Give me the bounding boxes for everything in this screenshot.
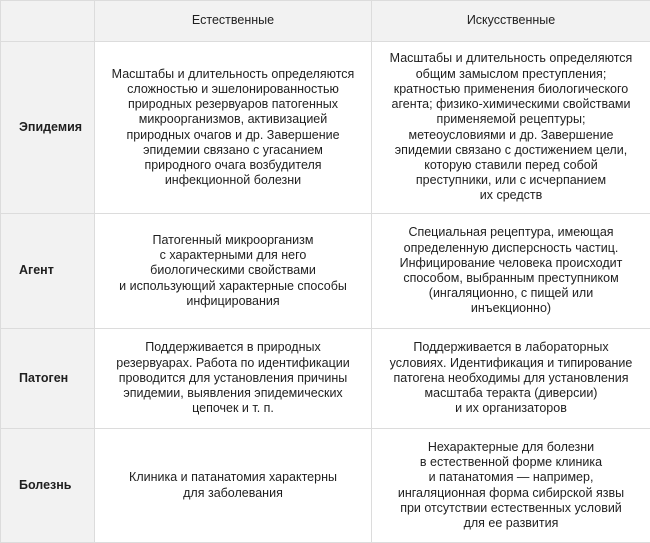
- row-label: Патоген: [1, 329, 95, 429]
- cell-line: Поддерживается в природных: [145, 340, 320, 355]
- cell-line: ингаляционная форма сибирской язвы: [398, 486, 624, 501]
- cell-line: и использующий характерные способы: [119, 279, 347, 294]
- row-label: Агент: [1, 214, 95, 329]
- row-label: Эпидемия: [1, 42, 95, 214]
- table-row: [1, 429, 650, 543]
- table-row: [1, 42, 650, 214]
- cell-line: резервуарах. Работа по идентификации: [116, 356, 350, 371]
- cell-line: которую ставили перед собой: [424, 158, 597, 173]
- cell-line: способом, выбранным преступником: [403, 271, 618, 286]
- cell-line: и их организаторов: [455, 401, 567, 416]
- cell-line: микроорганизмов, активизацией: [139, 112, 328, 127]
- cell-line: метеоусловиями и др. Завершение: [408, 128, 613, 143]
- cell-line: и патанатомия — например,: [429, 470, 594, 485]
- row-label: Болезнь: [1, 429, 95, 543]
- cell-line: для ее развития: [464, 516, 559, 531]
- cell-line: Масштабы и длительность определяются: [390, 51, 633, 66]
- cell-line: определенную дисперсность частиц.: [404, 241, 619, 256]
- artificial-cell: [372, 429, 650, 543]
- artificial-cell: [372, 42, 650, 214]
- cell-line: эпидемии, выявления эпидемических: [123, 386, 342, 401]
- cell-line: природных резервуаров патогенных: [128, 97, 338, 112]
- cell-line: патогена необходимы для установления: [393, 371, 628, 386]
- natural-cell: [95, 329, 372, 429]
- cell-line: Клиника и патанатомия характерны: [129, 470, 337, 485]
- cell-line: инъекционно): [471, 301, 551, 316]
- cell-line: природных очагов и др. Завершение: [126, 128, 339, 143]
- table-row: [1, 214, 650, 329]
- natural-cell: [95, 214, 372, 329]
- cell-line: общим замыслом преступления;: [416, 67, 607, 82]
- cell-line: условиях. Идентификация и типирование: [390, 356, 633, 371]
- cell-line: сложностью и эшелонированностью: [127, 82, 339, 97]
- cell-line: Инфицирование человека происходит: [400, 256, 623, 271]
- header-row: [1, 1, 650, 42]
- natural-cell: [95, 429, 372, 543]
- cell-line: природного очага возбудителя: [144, 158, 321, 173]
- cell-line: в естественной форме клиника: [420, 455, 602, 470]
- header-artificial: Искусственные: [372, 1, 650, 42]
- header-corner: [1, 1, 95, 42]
- cell-line: проводится для установления причины: [119, 371, 348, 386]
- cell-line: при отсутствии естественных условий: [400, 501, 622, 516]
- natural-cell: [95, 42, 372, 214]
- cell-line: масштаба теракта (диверсии): [425, 386, 598, 401]
- cell-line: цепочек и т. п.: [192, 401, 274, 416]
- cell-line: для заболевания: [183, 486, 283, 501]
- cell-line: эпидемии связано с угасанием: [143, 143, 323, 158]
- artificial-cell: [372, 329, 650, 429]
- cell-line: инфекционной болезни: [165, 173, 301, 188]
- cell-line: Патогенный микроорганизм: [153, 233, 314, 248]
- cell-line: агента; физико-химическими свойствами: [392, 97, 631, 112]
- cell-line: Нехарактерные для болезни: [428, 440, 594, 455]
- cell-line: эпидемии связано с достижением цели,: [395, 143, 627, 158]
- cell-line: инфицирования: [186, 294, 279, 309]
- cell-line: Масштабы и длительность определяются: [112, 67, 355, 82]
- cell-line: применяемой рецептуры;: [437, 112, 586, 127]
- cell-line: с характерными для него: [160, 248, 307, 263]
- cell-line: биологическими свойствами: [150, 263, 316, 278]
- cell-line: Специальная рецептура, имеющая: [408, 225, 613, 240]
- table-row: [1, 329, 650, 429]
- cell-line: Поддерживается в лабораторных: [413, 340, 608, 355]
- cell-line: преступники, или с исчерпанием: [416, 173, 606, 188]
- cell-line: (ингаляционно, с пищей или: [429, 286, 593, 301]
- cell-line: кратностью применения биологического: [394, 82, 629, 97]
- header-natural: Естественные: [95, 1, 372, 42]
- artificial-cell: [372, 214, 650, 329]
- cell-line: их средств: [480, 188, 543, 203]
